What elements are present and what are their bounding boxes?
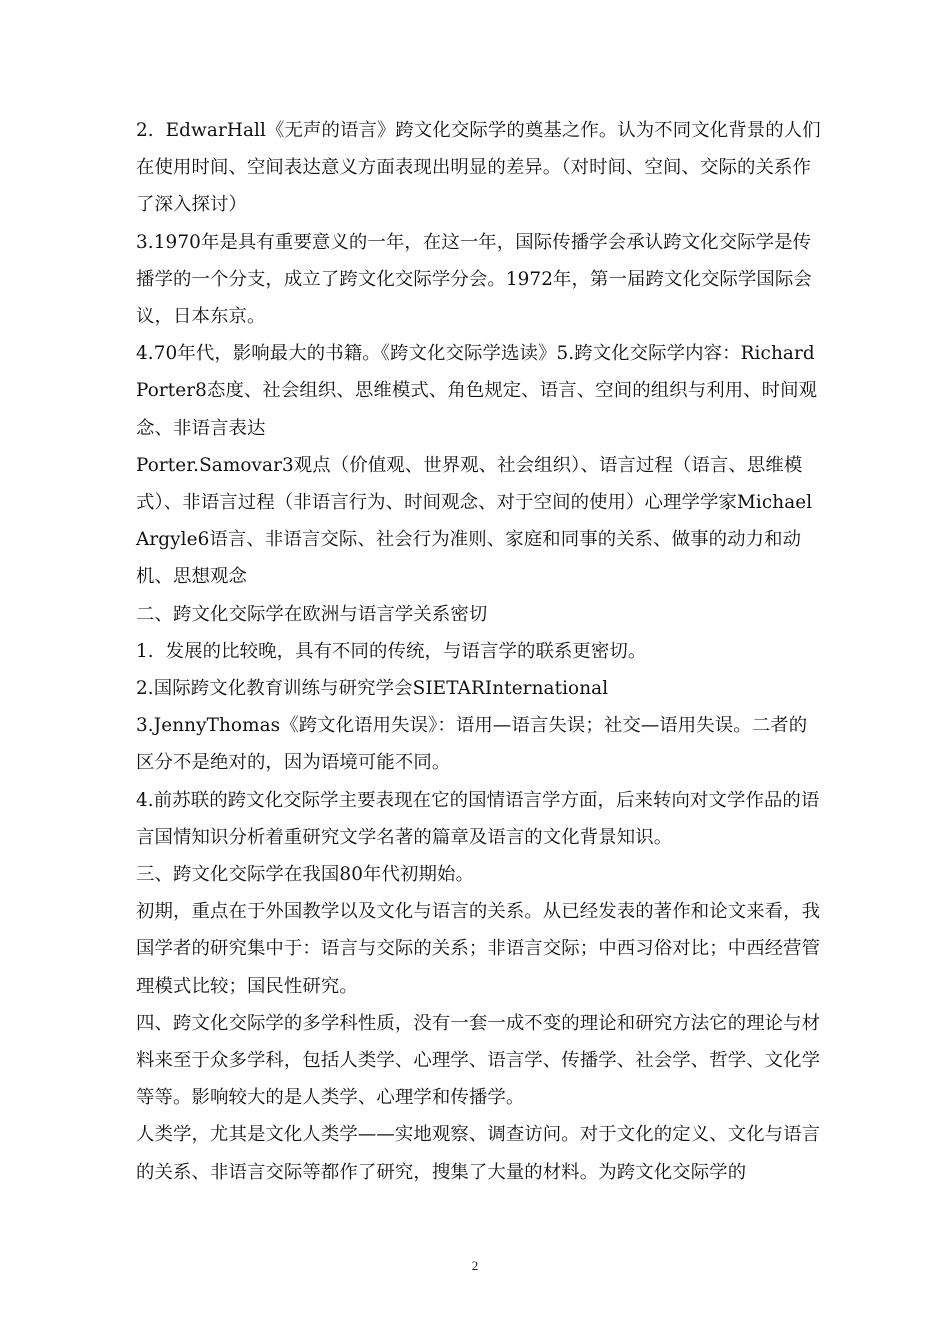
paragraph-anthropology: 人类学，尤其是文化人类学——实地观察、调查访问。对于文化的定义、文化与语言的关系、非语言交际等都作了研究，搜集了大量的材料。为跨文化交际学的 [136,1124,821,1183]
paragraph-china-early: 初期，重点在于外国教学以及文化与语言的关系。从已经发表的著作和论文来看，我国学者的研究集中于：语言与交际的关系；非语言交际；中西习俗对比；中西经营管理模式比较；国民性研究。 [136,901,821,997]
paragraph-sietar: 2.国际跨文化教育训练与研究学会SIETARInternational [136,678,609,700]
paragraph-europe-1: 1. 发展的比较晚，具有不同的传统，与语言学的联系更密切。 [136,640,647,662]
document-body [136,112,824,1191]
paragraph-section-4: 四、跨文化交际学的多学科性质，没有一套一成不变的理论和研究方法它的理论与材料来至于众多学科，包括人类学、心理学、语言学、传播学、社会学、哲学、文化学等等。影响较大的是人类学、心理学和传播学。 [136,1012,821,1109]
heading-section-3: 三、跨文化交际学在我国80年代初期始。 [136,864,474,886]
paragraph-jenny-thomas: 3.JennyThomas《跨文化语用失误》：语用—语言失误；社交—语用失误。二者的区分不是绝对的，因为语境可能不同。 [136,715,808,774]
paragraph-70s-books: 4.70年代，影响最大的书籍。《跨文化交际学选读》5.跨文化交际学内容：RichardPorter8态度、社会组织、思维模式、角色规定、语言、空间的组织与利用、时间观念、非语言表达 [136,343,818,439]
paragraph-1970: 3.1970年是具有重要意义的一年，在这一年，国际传播学会承认跨文化交际学是传播学的一个分支，成立了跨文化交际学分会。1972年，第一届跨文化交际学国际会议，日本东京。 [136,231,812,328]
paragraph-edward-hall: 2. EdwarHall《无声的语言》跨文化交际学的奠基之作。认为不同文化背景的人们在使用时间、空间表达意义方面表现出明显的差异。（对时间、空间、交际的关系作了深入探讨） [136,120,821,216]
paragraph-soviet: 4.前苏联的跨文化交际学主要表现在它的国情语言学方面，后来转向对文学作品的语言国情知识分析着重研究文学名著的篇章及语言的文化背景知识。 [136,789,820,848]
paragraph-porter-samovar: Porter.Samovar3观点（价值观、世界观、社会组织）、语言过程（语言、思维模式）、非语言过程（非语言行为、时间观念、对于空间的使用）心理学学家MichaelArgyle6语言、非语言交际、社会行为准则、家庭和同事的关系、做事的动力和动机、思想观念 [136,454,813,588]
heading-section-2: 二、跨文化交际学在欧洲与语言学关系密切 [136,603,488,625]
page-number: 2 [471,1258,479,1273]
